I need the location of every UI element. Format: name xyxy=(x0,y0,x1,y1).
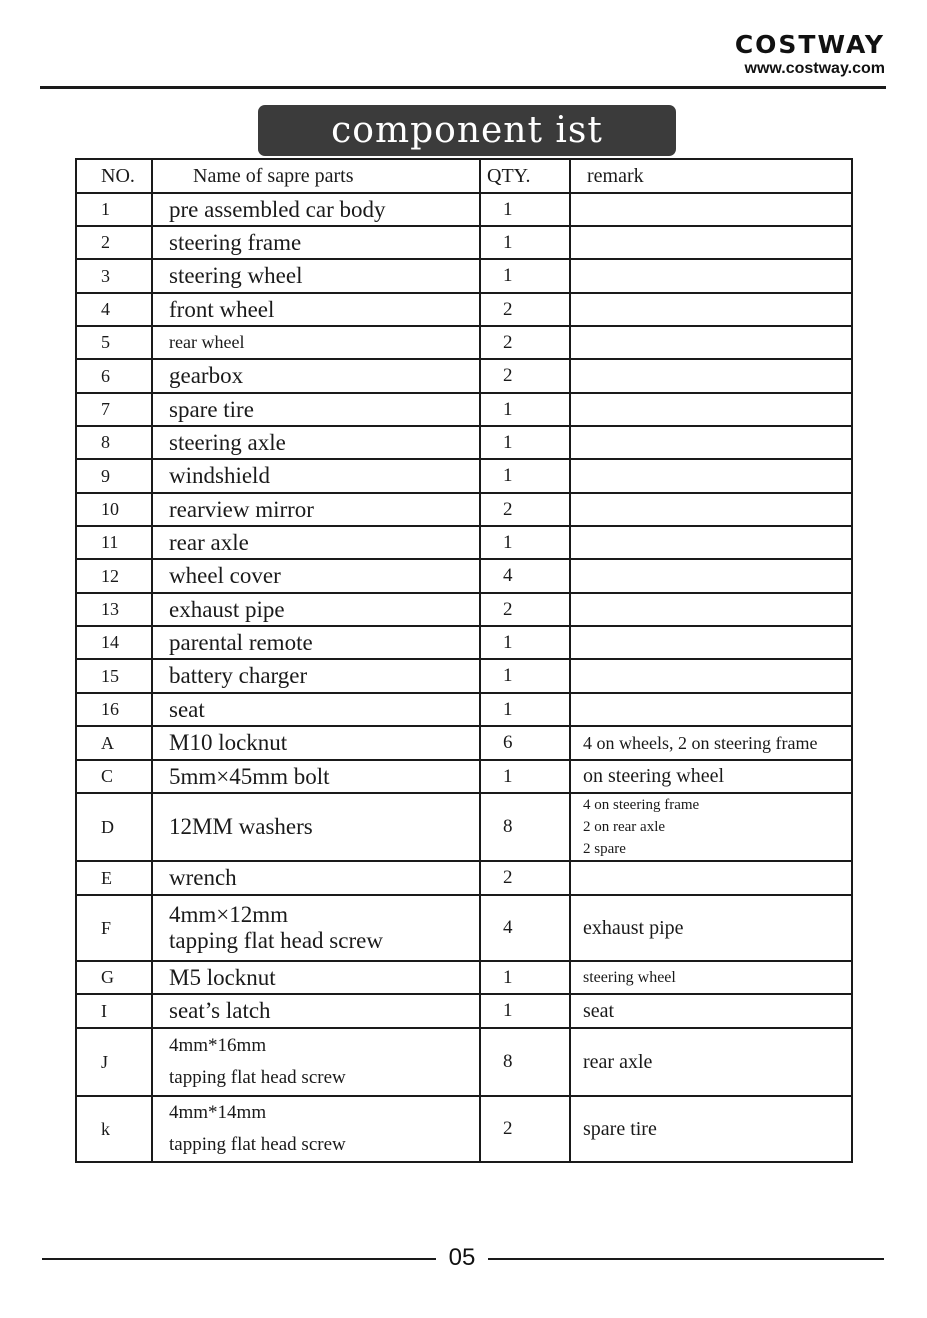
cell-qty: 1 xyxy=(480,760,570,793)
cell-qty: 1 xyxy=(480,226,570,259)
cell-remark xyxy=(570,226,852,259)
cell-part-name xyxy=(152,1096,480,1162)
part-name-line: rear wheel xyxy=(169,332,245,352)
table-row xyxy=(76,426,852,459)
cell-remark xyxy=(570,559,852,593)
remark-line: spare tire xyxy=(583,1117,657,1140)
cell-qty: 1 xyxy=(480,459,570,493)
remark-line: exhaust pipe xyxy=(583,916,684,939)
table-row xyxy=(76,259,852,293)
cell-no: 14 xyxy=(76,626,152,659)
cell-remark xyxy=(570,726,852,760)
part-name-line: gearbox xyxy=(169,363,244,388)
part-name-line: wheel cover xyxy=(169,563,281,588)
cell-part-name xyxy=(152,193,480,226)
part-name-line: 5mm×45mm bolt xyxy=(169,763,330,789)
table-row xyxy=(76,626,852,659)
cell-remark xyxy=(570,326,852,359)
cell-remark xyxy=(570,961,852,994)
cell-no: G xyxy=(76,961,152,994)
cell-qty: 1 xyxy=(480,659,570,693)
part-name-line: 4mm*16mm xyxy=(169,1035,267,1056)
part-name-line: 12MM washers xyxy=(169,814,313,839)
cell-no: 1 xyxy=(76,193,152,226)
cell-no: 7 xyxy=(76,393,152,426)
cell-qty: 1 xyxy=(480,393,570,426)
part-name-line: steering axle xyxy=(169,429,286,455)
cell-qty: 1 xyxy=(480,693,570,726)
remark-line: 2 spare xyxy=(583,841,626,857)
table-row xyxy=(76,861,852,895)
part-name-line: windshield xyxy=(169,463,270,488)
part-name-line: rearview mirror xyxy=(169,496,314,522)
cell-qty: 1 xyxy=(480,259,570,293)
part-name-line: pre assembled car body xyxy=(169,196,386,222)
cell-no: 5 xyxy=(76,326,152,359)
brand-logo: COSTWAY xyxy=(734,30,885,59)
header-no: NO. xyxy=(76,159,152,193)
cell-qty: 2 xyxy=(480,293,570,326)
table-row xyxy=(76,1096,852,1162)
table-row xyxy=(76,593,852,626)
part-name-line: battery charger xyxy=(169,663,308,688)
cell-no: 12 xyxy=(76,559,152,593)
cell-no: 10 xyxy=(76,493,152,526)
cell-remark xyxy=(570,193,852,226)
cell-remark xyxy=(570,259,852,293)
cell-part-name xyxy=(152,259,480,293)
cell-no: F xyxy=(76,895,152,961)
cell-qty: 1 xyxy=(480,193,570,226)
remark-line: 4 on steering frame xyxy=(583,797,700,813)
cell-part-name xyxy=(152,493,480,526)
remark-line: on steering wheel xyxy=(583,765,725,787)
cell-part-name xyxy=(152,994,480,1028)
cell-remark xyxy=(570,359,852,393)
table-row xyxy=(76,726,852,760)
cell-no: 8 xyxy=(76,426,152,459)
cell-part-name xyxy=(152,559,480,593)
brand-url: www.costway.com xyxy=(744,60,885,77)
table-header-row xyxy=(76,159,852,193)
page-number: 05 xyxy=(448,1244,476,1271)
brand-block xyxy=(735,30,885,78)
part-name-line: front wheel xyxy=(169,296,275,322)
cell-no: A xyxy=(76,726,152,760)
cell-qty: 8 xyxy=(480,793,570,861)
cell-part-name xyxy=(152,426,480,459)
table-row xyxy=(76,961,852,994)
cell-qty: 1 xyxy=(480,626,570,659)
cell-remark xyxy=(570,895,852,961)
cell-qty: 2 xyxy=(480,861,570,895)
table-row xyxy=(76,1028,852,1096)
cell-remark xyxy=(570,526,852,559)
header-qty: QTY. xyxy=(480,159,570,193)
cell-part-name xyxy=(152,961,480,994)
table-row xyxy=(76,693,852,726)
cell-remark xyxy=(570,1028,852,1096)
cell-remark xyxy=(570,793,852,861)
cell-qty: 2 xyxy=(480,493,570,526)
part-name-line: parental remote xyxy=(169,629,313,655)
cell-no: k xyxy=(76,1096,152,1162)
cell-qty: 2 xyxy=(480,1096,570,1162)
table-row xyxy=(76,994,852,1028)
remark-line: 2 on rear axle xyxy=(583,819,666,835)
part-name-line: seat xyxy=(169,696,205,722)
cell-no: 9 xyxy=(76,459,152,493)
table-row xyxy=(76,459,852,493)
cell-remark xyxy=(570,293,852,326)
part-name-line: exhaust pipe xyxy=(169,596,285,622)
cell-part-name xyxy=(152,760,480,793)
table-row xyxy=(76,793,852,861)
cell-remark xyxy=(570,659,852,693)
cell-remark xyxy=(570,493,852,526)
cell-no: 13 xyxy=(76,593,152,626)
cell-remark xyxy=(570,459,852,493)
cell-qty: 2 xyxy=(480,326,570,359)
cell-part-name xyxy=(152,359,480,393)
cell-remark xyxy=(570,861,852,895)
cell-qty: 2 xyxy=(480,359,570,393)
part-name-line: spare tire xyxy=(169,396,254,422)
part-name-line: steering wheel xyxy=(169,263,303,288)
cell-qty: 8 xyxy=(480,1028,570,1096)
part-name-line: tapping flat head screw xyxy=(169,1067,346,1088)
part-name-line: steering frame xyxy=(169,229,302,255)
cell-part-name xyxy=(152,526,480,559)
cell-no: 4 xyxy=(76,293,152,326)
cell-no: C xyxy=(76,760,152,793)
table-row xyxy=(76,895,852,961)
component-table xyxy=(75,158,853,1163)
header-name: Name of sapre parts xyxy=(152,159,480,193)
part-name-line: M10 locknut xyxy=(169,730,288,755)
part-name-line: seat’s latch xyxy=(169,998,271,1023)
table-row xyxy=(76,659,852,693)
cell-qty: 1 xyxy=(480,526,570,559)
header-remark: remark xyxy=(570,159,852,193)
part-name-line: rear axle xyxy=(169,529,249,555)
cell-qty: 1 xyxy=(480,426,570,459)
remark-line: 4 on wheels, 2 on steering frame xyxy=(583,732,818,753)
cell-no: I xyxy=(76,994,152,1028)
header-divider xyxy=(40,86,886,89)
cell-remark xyxy=(570,760,852,793)
cell-part-name xyxy=(152,726,480,760)
table-row xyxy=(76,359,852,393)
cell-qty: 4 xyxy=(480,895,570,961)
table-row xyxy=(76,526,852,559)
cell-remark xyxy=(570,994,852,1028)
cell-part-name xyxy=(152,861,480,895)
cell-part-name xyxy=(152,393,480,426)
part-name-line: wrench xyxy=(169,865,237,890)
table-row xyxy=(76,559,852,593)
cell-remark xyxy=(570,626,852,659)
cell-no: D xyxy=(76,793,152,861)
table-row xyxy=(76,293,852,326)
remark-line: seat xyxy=(583,999,615,1022)
cell-remark xyxy=(570,426,852,459)
cell-part-name xyxy=(152,626,480,659)
cell-remark xyxy=(570,1096,852,1162)
cell-no: 3 xyxy=(76,259,152,293)
cell-part-name xyxy=(152,693,480,726)
footer-divider-left xyxy=(42,1258,436,1260)
cell-no: 6 xyxy=(76,359,152,393)
table-row xyxy=(76,193,852,226)
table-row xyxy=(76,326,852,359)
table-row xyxy=(76,493,852,526)
cell-no: 11 xyxy=(76,526,152,559)
cell-part-name xyxy=(152,293,480,326)
cell-remark xyxy=(570,593,852,626)
part-name-line: tapping flat head screw xyxy=(169,1134,346,1155)
table-row xyxy=(76,226,852,259)
cell-remark xyxy=(570,693,852,726)
cell-part-name xyxy=(152,1028,480,1096)
cell-remark xyxy=(570,393,852,426)
cell-qty: 4 xyxy=(480,559,570,593)
cell-no: 16 xyxy=(76,693,152,726)
cell-part-name xyxy=(152,459,480,493)
cell-part-name xyxy=(152,659,480,693)
cell-no: J xyxy=(76,1028,152,1096)
remark-line: rear axle xyxy=(583,1050,653,1073)
cell-part-name xyxy=(152,593,480,626)
part-name-line: 4mm×12mm xyxy=(169,902,289,927)
part-name-line: 4mm*14mm xyxy=(169,1102,267,1123)
cell-part-name xyxy=(152,895,480,961)
part-name-line: M5 locknut xyxy=(169,964,276,990)
cell-no: E xyxy=(76,861,152,895)
cell-part-name xyxy=(152,226,480,259)
cell-no: 15 xyxy=(76,659,152,693)
footer-divider-right xyxy=(488,1258,884,1260)
remark-line: steering wheel xyxy=(583,968,676,986)
part-name-line: tapping flat head screw xyxy=(169,928,383,953)
table-row xyxy=(76,393,852,426)
cell-qty: 6 xyxy=(480,726,570,760)
cell-part-name xyxy=(152,793,480,861)
cell-no: 2 xyxy=(76,226,152,259)
table-row xyxy=(76,760,852,793)
cell-qty: 1 xyxy=(480,961,570,994)
cell-part-name xyxy=(152,326,480,359)
page-title: component ist xyxy=(258,105,676,156)
cell-qty: 2 xyxy=(480,593,570,626)
cell-qty: 1 xyxy=(480,994,570,1028)
